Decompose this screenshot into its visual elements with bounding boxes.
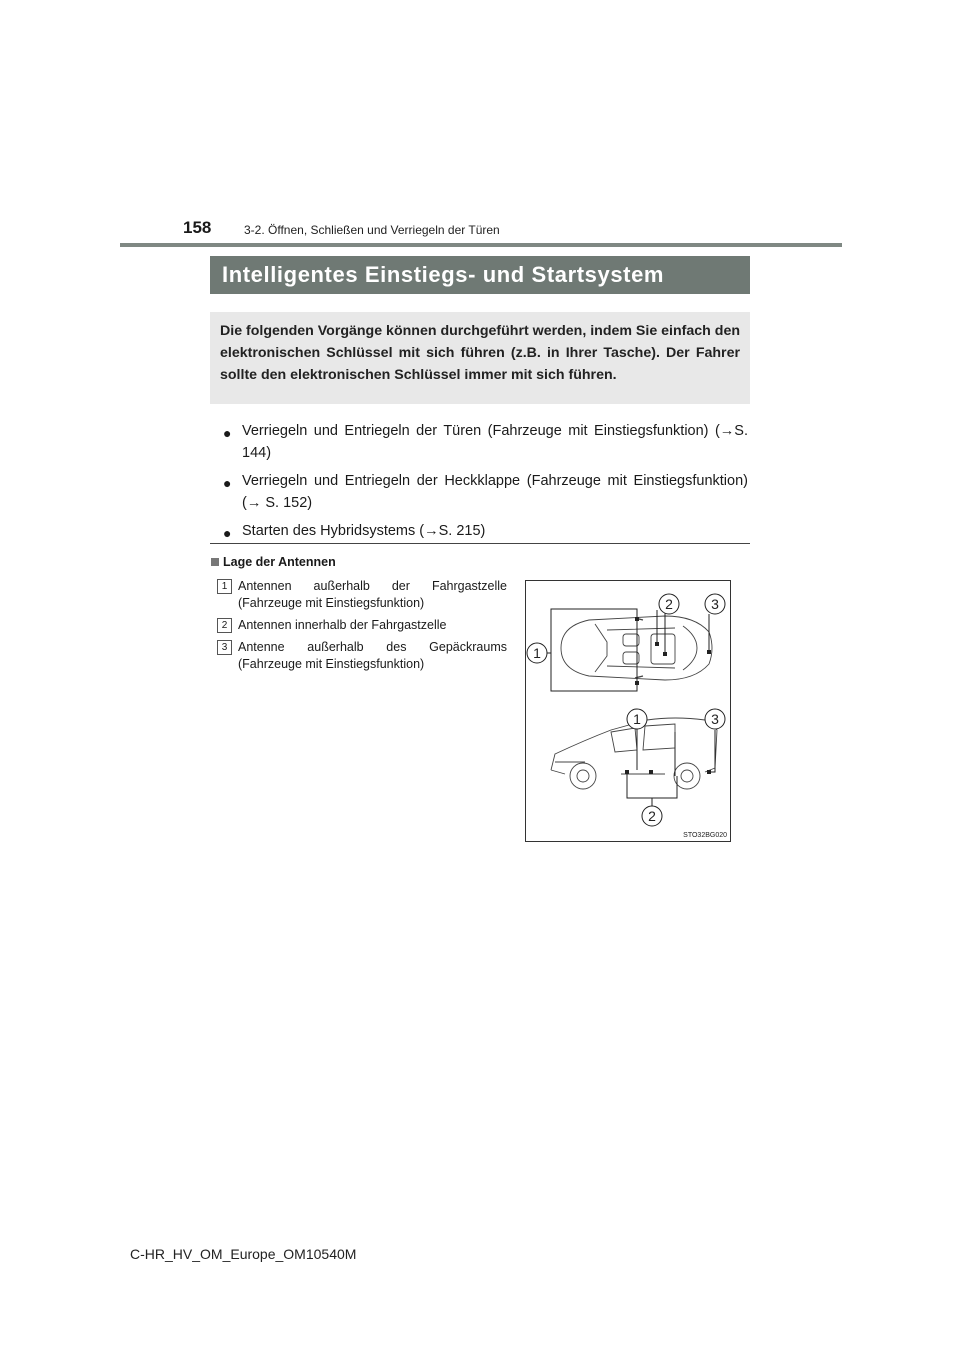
intro-text: Die folgenden Vorgänge können durchgeführt werden, indem Sie einfach den elektronischen Schlüssel mit sich führen (z.B. in Ihrer Tasche). Der Fahrer sollte den elektronischen Schlüssel immer mit sich führen. bbox=[220, 323, 741, 383]
bullet-icon: ● bbox=[223, 425, 232, 441]
list-item-text: Starten des Hybridsystems (→S. 215) bbox=[242, 523, 486, 539]
section-title: 3-2. Öffnen, Schließen und Verriegeln der Türen bbox=[244, 223, 500, 237]
list-item bbox=[217, 578, 507, 612]
list-item-text: Antennen außerhalb der Fahrgastzelle (Fahrzeuge mit Einstiegsfunktion) bbox=[238, 579, 507, 610]
callout-badge bbox=[527, 643, 547, 663]
callout-badge bbox=[659, 594, 679, 614]
callout-number: 2 bbox=[648, 808, 656, 824]
number-badge: 1 bbox=[217, 579, 232, 594]
antenna-marker bbox=[625, 770, 629, 774]
antenna-marker bbox=[635, 617, 639, 621]
antenna-marker bbox=[707, 770, 711, 774]
list-item bbox=[223, 520, 748, 542]
list-item bbox=[223, 420, 748, 464]
callout-badge bbox=[705, 594, 725, 614]
callout-badge bbox=[642, 806, 662, 826]
antenna-marker bbox=[663, 652, 667, 656]
list-item-text: Verriegeln und Entriegeln der Heckklappe (Fahrzeuge mit Einstiegsfunktion) (→ S. 152) bbox=[242, 473, 748, 511]
figure-code: STO32BG020 bbox=[683, 832, 727, 839]
list-item bbox=[217, 617, 507, 634]
antenna-marker bbox=[655, 642, 659, 646]
list-item bbox=[217, 639, 507, 673]
feature-list bbox=[223, 420, 748, 548]
callout-number: 3 bbox=[711, 711, 719, 727]
antenna-marker bbox=[707, 650, 711, 654]
antenna-marker bbox=[635, 681, 639, 685]
callout-number: 2 bbox=[665, 596, 673, 612]
list-item-text: Antennen innerhalb der Fahrgastzelle bbox=[238, 618, 447, 632]
callout-number: 3 bbox=[711, 596, 719, 612]
list-item-text: Antenne außerhalb des Gepäckraums (Fahrzeuge mit Einstiegsfunktion) bbox=[238, 640, 507, 671]
bullet-icon: ● bbox=[223, 475, 232, 491]
figure-frame bbox=[526, 581, 731, 842]
list-item-text: Verriegeln und Entriegeln der Türen (Fahrzeuge mit Einstiegsfunktion) (→S. 144) bbox=[242, 423, 748, 461]
subsection-title bbox=[211, 555, 336, 569]
page-title: Intelligentes Einstiegs- und Startsystem bbox=[210, 256, 750, 294]
number-badge: 3 bbox=[217, 640, 232, 655]
callout-number: 1 bbox=[533, 645, 541, 661]
page-number: 158 bbox=[183, 218, 212, 237]
square-bullet-icon bbox=[211, 558, 219, 566]
footer-code: C-HR_HV_OM_Europe_OM10540M bbox=[130, 1246, 357, 1262]
separator bbox=[210, 543, 750, 544]
antenna-location-figure bbox=[525, 580, 731, 842]
list-item bbox=[223, 470, 748, 514]
antenna-marker bbox=[649, 770, 653, 774]
header-rule bbox=[120, 243, 842, 247]
callout-badge bbox=[705, 709, 725, 729]
callout-number: 1 bbox=[633, 711, 641, 727]
bullet-icon: ● bbox=[223, 525, 232, 541]
subsection-title-text: Lage der Antennen bbox=[223, 555, 336, 569]
callout-badge bbox=[627, 709, 647, 729]
intro-box bbox=[210, 312, 750, 404]
number-badge: 2 bbox=[217, 618, 232, 633]
antenna-list bbox=[217, 578, 507, 678]
